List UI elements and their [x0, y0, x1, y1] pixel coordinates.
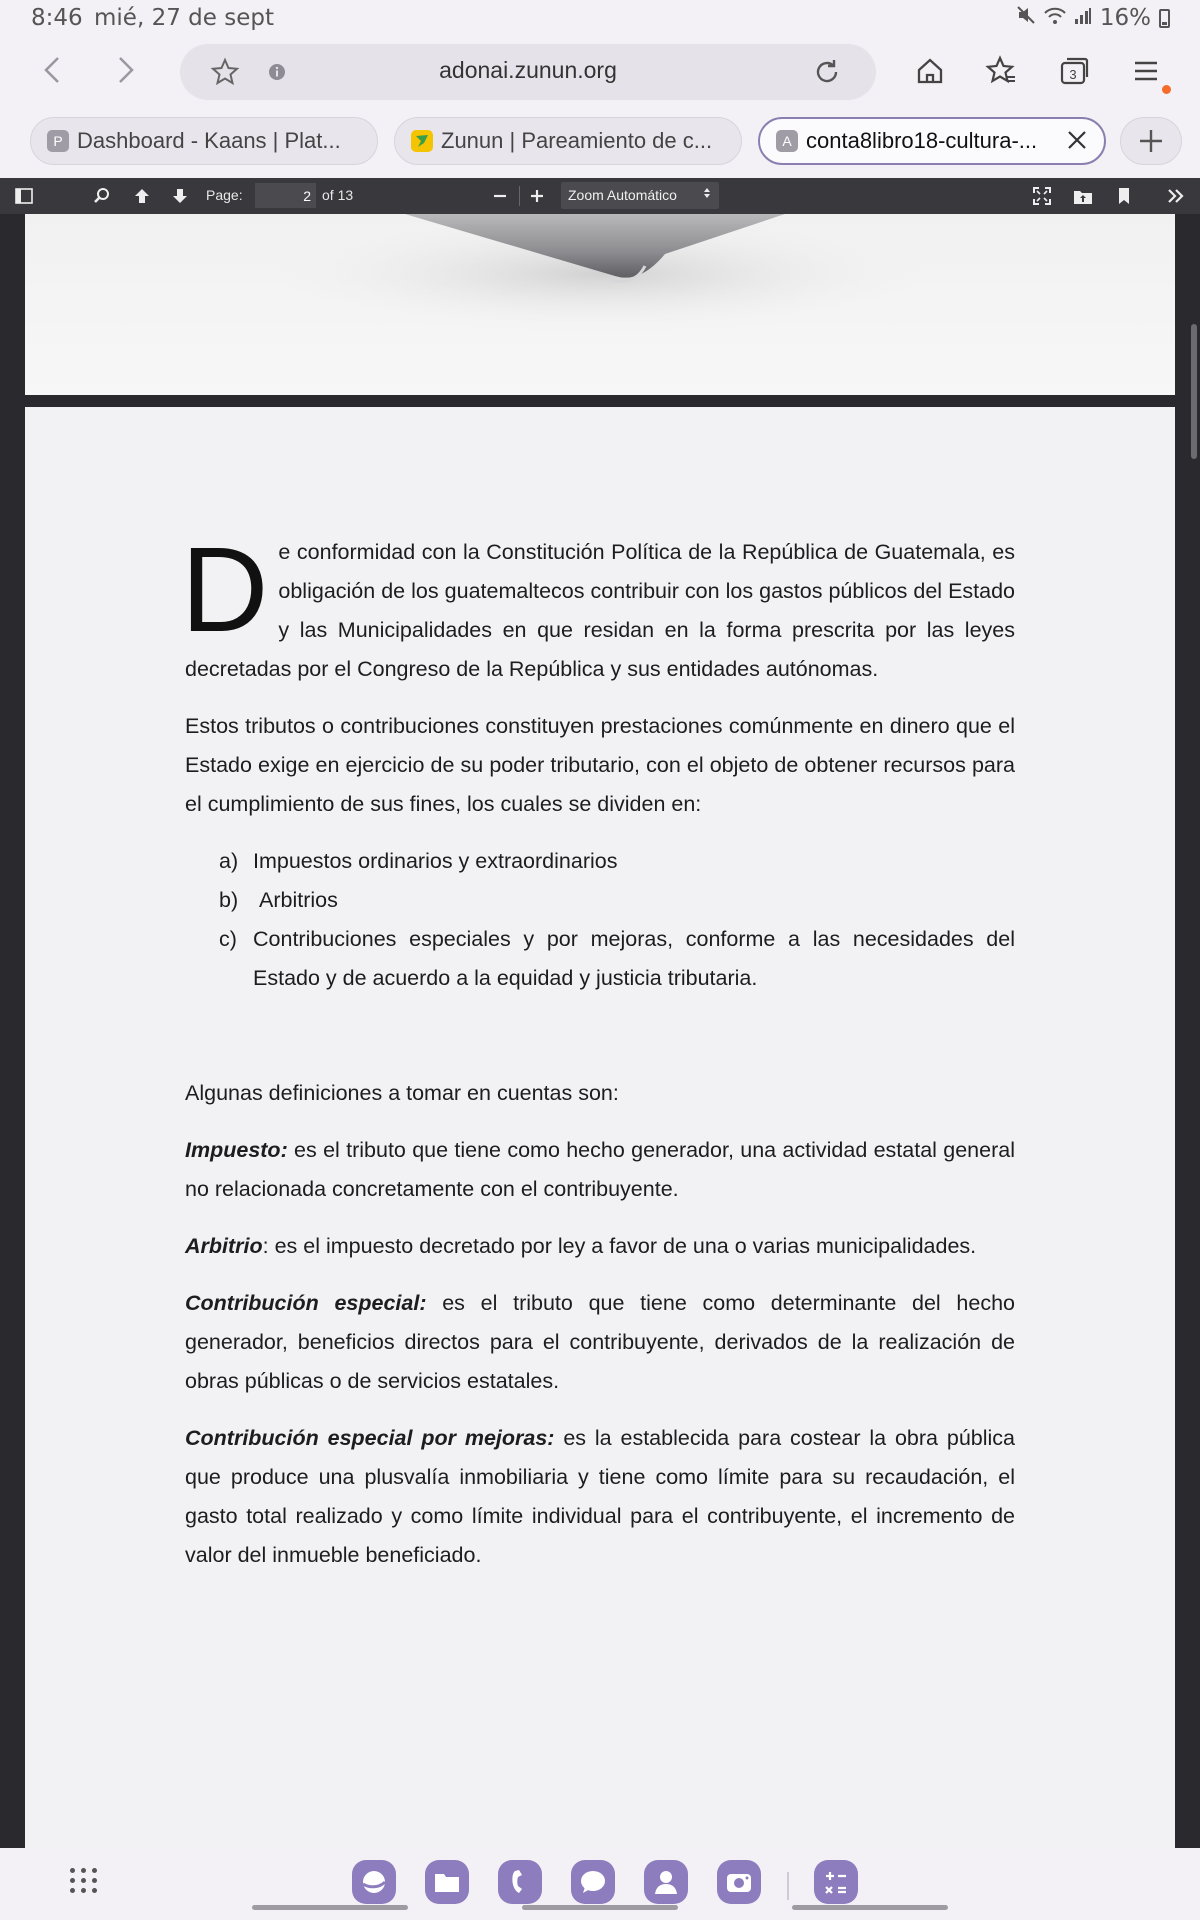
next-page-button[interactable]: [168, 182, 192, 210]
scrollbar[interactable]: [1182, 214, 1200, 1848]
tab-dashboard[interactable]: [30, 117, 378, 165]
status-bar: [0, 0, 1200, 38]
sidebar-toggle-button[interactable]: [12, 182, 36, 210]
pdf-page-1: [25, 214, 1175, 395]
tab-favicon-icon: A: [776, 130, 798, 152]
chevron-left-icon: [40, 55, 64, 85]
double-chevron-right-icon: [1167, 188, 1185, 204]
calculator-icon[interactable]: [814, 1860, 858, 1904]
taskbar: [0, 1848, 1200, 1920]
tabs-button[interactable]: [1053, 50, 1095, 92]
contacts-icon[interactable]: [644, 1860, 688, 1904]
zoom-in-button[interactable]: [525, 182, 549, 210]
signal-icon: [1074, 5, 1092, 31]
app-drawer-icon[interactable]: [70, 1868, 100, 1898]
tab-favicon-icon: P: [47, 130, 69, 152]
scrollbar-thumb[interactable]: [1191, 324, 1197, 459]
gesture-bar: [252, 1905, 408, 1910]
open-file-button[interactable]: [1071, 182, 1095, 210]
back-button[interactable]: [30, 48, 74, 92]
new-tab-button[interactable]: [1120, 117, 1182, 165]
chevron-right-icon: [114, 55, 138, 85]
notification-dot: [1162, 85, 1171, 94]
bookmarks-star-icon: [985, 55, 1017, 87]
list-item: b) Arbitrios: [219, 888, 338, 912]
home-icon: [915, 56, 945, 86]
battery-icon: [1159, 9, 1170, 28]
definition-contribucion-mejoras: Contribución especial por mejoras: es la establecida para costear la obra pública que produce una plusvalía inmobiliaria y tiene como límite para su recaudación, el gasto total realizado y como límite individual para el contribuyente, el incremento de valor del inmueble beneficiado.: [185, 1426, 1016, 1567]
zoom-value: Zoom Automático: [568, 187, 677, 203]
status-date: mié, 27 de sept: [94, 5, 274, 31]
wifi-icon: [1044, 5, 1066, 31]
definition-impuesto: Impuesto: es el tributo que tiene como hecho generador, una actividad estatal general no relacionada concretamente con el contribuyente.: [185, 1138, 1015, 1201]
zunun-favicon-icon: [411, 130, 433, 152]
bookmark-button[interactable]: [1112, 182, 1136, 210]
dock-divider: [787, 1872, 789, 1900]
tab-strip: [0, 117, 1200, 167]
internet-icon[interactable]: [352, 1860, 396, 1904]
sidebar-toggle-icon: [15, 188, 33, 204]
phone-icon[interactable]: [498, 1860, 542, 1904]
plus-icon: [1138, 128, 1164, 154]
definition-arbitrio: Arbitrio: es el impuesto decretado por ley a favor de una o varias municipalidades.: [185, 1234, 977, 1258]
reload-icon[interactable]: [812, 57, 842, 91]
pdf-viewer[interactable]: [0, 214, 1200, 1848]
definitions-intro: Algunas definiciones a tomar en cuentas son:: [185, 1081, 619, 1105]
address-bar[interactable]: [180, 44, 876, 100]
open-folder-icon: [1073, 187, 1093, 205]
menu-button[interactable]: [1125, 50, 1167, 92]
hamburger-menu-icon: [1131, 56, 1161, 86]
arrow-down-icon: [171, 187, 189, 205]
gesture-bar: [522, 1905, 678, 1910]
tab-label: Dashboard - Kaans | Plat...: [77, 128, 341, 153]
definition-contribucion-especial: Contribución especial: es el tributo que tiene como determinante del hecho generador, beneficios directos para el contribuyente, derivados de la realización de obras públicas o de servicios estatales.: [185, 1291, 1015, 1393]
tributes-paragraph: Estos tributos o contribuciones constituyen prestaciones comúnmente en dinero que el Estado exige en ejercicio de su poder tributario, con el objeto de obtener recursos para el cumplimiento de sus fines, los cuales se dividen en:: [185, 714, 1015, 816]
pdf-toolbar: [0, 178, 1200, 214]
page-number-input[interactable]: [255, 183, 316, 208]
pdf-page-2: [25, 407, 1175, 1848]
page-text: [181, 521, 1016, 1593]
mute-icon: [1016, 5, 1036, 31]
tab-label: conta8libro18-cultura-...: [806, 128, 1038, 153]
bookmark-icon: [1117, 187, 1131, 205]
select-arrows-icon: [703, 182, 711, 209]
tab-zunun[interactable]: [394, 117, 742, 165]
plus-icon: [530, 189, 544, 203]
status-time: 8:46: [31, 5, 83, 31]
messages-icon[interactable]: [571, 1860, 615, 1904]
files-icon[interactable]: [425, 1860, 469, 1904]
close-tab-icon[interactable]: [1066, 127, 1088, 158]
tributes-list: [185, 842, 1015, 998]
list-item: c) Contribuciones especiales y por mejoras, conforme a las necesidades del Estado y de acuerdo a la equidad y justicia tributaria.: [219, 927, 1015, 990]
page-total: of 13: [322, 187, 354, 203]
url-text[interactable]: adonai.zunun.org: [439, 57, 617, 83]
arrow-up-icon: [133, 187, 151, 205]
drop-cap: D: [181, 521, 269, 657]
battery-level: 16%: [1099, 5, 1151, 31]
list-item: a) Impuestos ordinarios y extraordinarios: [219, 849, 618, 873]
bookmarks-button[interactable]: [980, 50, 1022, 92]
browser-nav-row: [0, 40, 1200, 108]
minus-icon: [493, 189, 507, 203]
tabs-count-icon: [1058, 55, 1090, 87]
zoom-select[interactable]: [561, 182, 719, 209]
search-icon: [93, 187, 111, 205]
fullscreen-icon: [1033, 187, 1051, 205]
forward-button[interactable]: [104, 48, 148, 92]
page-image: [25, 214, 1175, 395]
tab-conta8libro18[interactable]: [758, 117, 1106, 165]
intro-paragraph: De conformidad con la Constitución Política de la República de Guatemala, es obligación de los guatemaltecos contribuir con los gastos públicos del Estado y las Municipalidades en que residan en la forma prescrita por las leyes decretadas por el Congreso de la República y sus entidades autónomas.: [181, 521, 1015, 681]
previous-page-button[interactable]: [130, 182, 154, 210]
zoom-out-button[interactable]: [488, 182, 512, 210]
tools-button[interactable]: [1164, 182, 1188, 210]
camera-icon[interactable]: [717, 1860, 761, 1904]
toolbar-separator: [519, 186, 520, 206]
page-label: Page:: [206, 187, 243, 203]
gesture-bar: [792, 1905, 948, 1910]
home-button[interactable]: [909, 50, 951, 92]
svg-text:3: 3: [1069, 67, 1077, 82]
presentation-mode-button[interactable]: [1030, 182, 1054, 210]
find-button[interactable]: [90, 182, 114, 210]
tab-label: Zunun | Pareamiento de c...: [441, 128, 713, 153]
